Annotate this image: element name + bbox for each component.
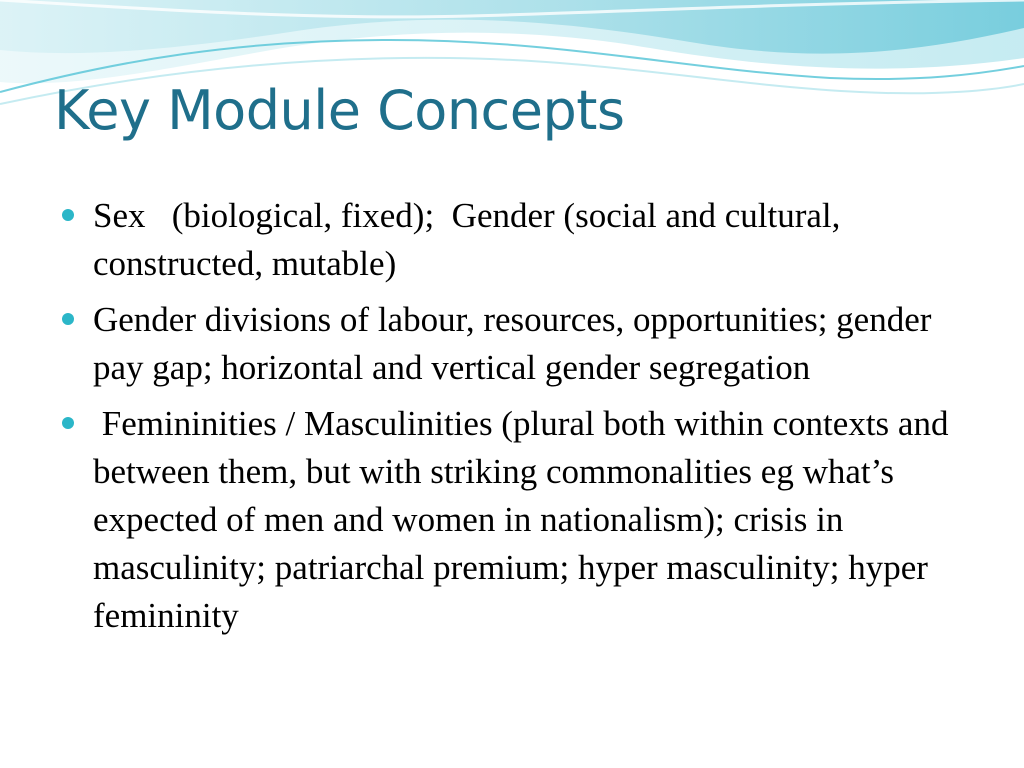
bullet-dot-icon — [62, 417, 74, 429]
bullet-text: Femininities / Masculinities (plural both within contexts and between them, but with striking commonalities eg what’s expected of men and women in nationalism); crisis in masculinity; patriarchal premium; hyper masculinity; hyper femininity — [93, 404, 958, 635]
bullet-dot-icon — [62, 209, 74, 221]
bullet-dot-icon — [62, 313, 74, 325]
bullet-item-femininities-masculinities — [62, 400, 962, 640]
bullet-item-gender-divisions — [62, 296, 962, 392]
bullet-text: Sex (biological, fixed); Gender (social and cultural, constructed, mutable) — [93, 196, 850, 283]
bullet-item-sex-gender — [62, 192, 962, 288]
bullet-list — [62, 192, 962, 648]
bullet-text: Gender divisions of labour, resources, opportunities; gender pay gap; horizontal and vertical gender segregation — [93, 300, 941, 387]
slide-title: Key Module Concepts — [54, 79, 625, 142]
